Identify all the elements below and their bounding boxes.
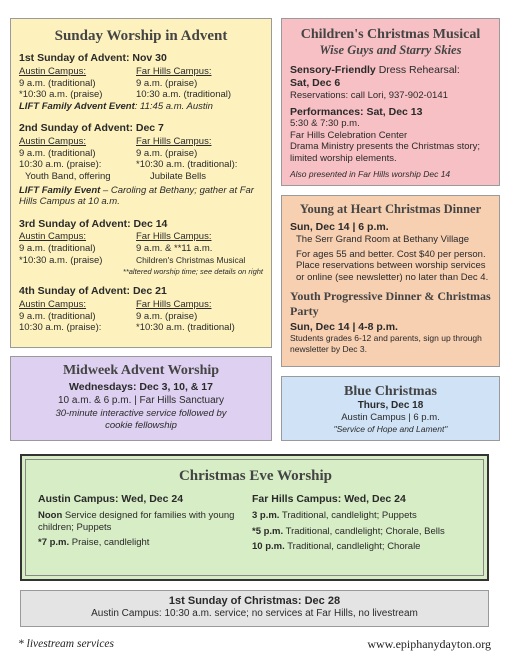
campus-label: Far Hills Campus: [136, 299, 212, 311]
also-presented: Also presented in Far Hills worship Dec 14 [290, 168, 451, 179]
eve-service: 3 p.m. Traditional, candlelight; Puppets [252, 510, 417, 522]
sensory-line: Sensory-Friendly Dress Rehearsal: [290, 64, 460, 77]
service-time: *10:30 a.m. (traditional) [136, 322, 235, 334]
musical-title: Children's Christmas Musical [300, 27, 481, 42]
sunday-worship-box [10, 18, 272, 348]
young-place: The Serr Grand Room at Bethany Village [296, 234, 470, 246]
midweek-times: 10 a.m. & 6 p.m. | Far Hills Sanctuary [58, 394, 224, 406]
blue-quote: "Service of Hope and Lament" [333, 423, 448, 434]
midweek-title: Midweek Advent Worship [62, 363, 220, 378]
week-heading: 3rd Sunday of Advent: Dec 14 [19, 217, 168, 230]
first-sunday-christmas-box [20, 590, 489, 627]
eve-service: 10 p.m. Traditional, candlelight; Chorale [252, 541, 421, 553]
website-link[interactable]: www.epiphanydayton.org [367, 637, 491, 651]
service-time: Jubilate Bells [150, 170, 206, 182]
week-block [19, 52, 263, 112]
christmas-eve-inner [25, 459, 484, 576]
service-time: 10:30 a.m. (praise): [19, 322, 102, 334]
service-time: *10:30 a.m. (praise) [19, 254, 103, 266]
sunday-title: Sunday Worship in Advent [54, 28, 228, 44]
service-time: Children's Christmas Musical [136, 254, 246, 265]
service-time: 10:30 a.m. (praise): [19, 159, 102, 171]
performance-place: Far Hills Celebration Center [290, 129, 408, 141]
week-heading: 1st Sunday of Advent: Nov 30 [19, 52, 167, 65]
service-time: 9 a.m. (praise) [136, 77, 198, 89]
first-christmas-title: 1st Sunday of Christmas: Dec 28 [168, 595, 341, 607]
young-when: Sun, Dec 14 | 6 p.m. [290, 221, 389, 234]
week-heading: 2nd Sunday of Advent: Dec 7 [19, 122, 164, 135]
midweek-days: Wednesdays: Dec 3, 10, & 17 [69, 381, 213, 394]
service-time: 9 a.m. (traditional) [19, 310, 96, 322]
eve-service: *7 p.m. Praise, candlelight [38, 537, 150, 549]
event-note: LIFT Family Event – Caroling at Bethany; gather at Far Hills Campus at 10 a.m. [19, 184, 254, 208]
young-desc: For ages 55 and better. Cost $40 per person. Place reservations between worship services or online (see newsletter) no later than Dec 4. [296, 248, 489, 283]
reservations: Reservations: call Lori, 937-902-0141 [290, 89, 448, 101]
performance-times: 5:30 & 7:30 p.m. [290, 118, 360, 130]
midweek-advent-box [10, 356, 272, 441]
eve-service: *5 p.m. Traditional, candlelight; Chorale, Bells [252, 525, 445, 537]
christmas-musical-box [281, 18, 500, 186]
midweek-desc: 30-minute interactive service followed by cookie fellowship [55, 408, 227, 431]
service-time: 9 a.m. (traditional) [19, 243, 96, 255]
week-heading: 4th Sunday of Advent: Dec 21 [19, 285, 167, 298]
blue-title: Blue Christmas [344, 384, 437, 399]
week-block [19, 122, 263, 207]
youth-when: Sun, Dec 14 | 4-8 p.m. [290, 320, 398, 333]
young-title: Young at Heart Christmas Dinner [299, 202, 482, 216]
service-time: 10:30 a.m. (traditional) [136, 89, 232, 101]
service-time: Youth Band, offering [25, 170, 111, 182]
eve-austin-column [38, 493, 252, 553]
service-time: 9 a.m. (praise) [136, 310, 198, 322]
performance-desc: Drama Ministry presents the Christmas story; limited worship elements. [290, 141, 481, 165]
campus-label: Far Hills Campus: [136, 231, 212, 243]
campus-label: Austin Campus: [19, 231, 87, 243]
eve-title: Christmas Eve Worship [178, 468, 333, 484]
service-time: 9 a.m. (praise) [136, 147, 198, 159]
youth-desc: Students grades 6-12 and parents, sign up through newsletter by Dec 3. [290, 333, 482, 354]
performances-heading: Performances: Sat, Dec 13 [290, 105, 423, 118]
service-time: 9 a.m. (traditional) [19, 147, 96, 159]
campus-label: Austin Campus: [19, 299, 87, 311]
footnote: **altered worship time; see details on right [122, 267, 263, 277]
eve-austin-heading: Austin Campus: Wed, Dec 24 [38, 493, 184, 506]
event-note: LIFT Family Advent Event: 11:45 a.m. Austin [19, 100, 213, 112]
christmas-eve-box [20, 454, 489, 581]
eve-far-hills-column [252, 493, 473, 553]
blue-date: Thurs, Dec 18 [357, 400, 424, 412]
blue-christmas-box [281, 376, 500, 441]
musical-subtitle: Wise Guys and Starry Skies [319, 43, 462, 58]
week-block [19, 285, 263, 334]
livestream-note: * livestream services [18, 638, 115, 650]
service-time: *10:30 a.m. (praise) [19, 89, 103, 101]
campus-label: Austin Campus: [19, 66, 87, 78]
service-time: 9 a.m. (traditional) [19, 77, 96, 89]
campus-label: Austin Campus: [19, 136, 87, 148]
service-time: *10:30 a.m. (traditional): [136, 159, 238, 171]
service-time: 9 a.m. & **11 a.m. [136, 243, 213, 255]
campus-label: Far Hills Campus: [136, 66, 212, 78]
blue-place: Austin Campus | 6 p.m. [341, 412, 440, 424]
sensory-date: Sat, Dec 6 [290, 77, 341, 90]
week-block [19, 218, 263, 277]
first-christmas-desc: Austin Campus: 10:30 a.m. service; no services at Far Hills, no livestream [91, 608, 418, 620]
campus-label: Far Hills Campus: [136, 136, 212, 148]
young-at-heart-box [281, 195, 500, 367]
youth-title: Youth Progressive Dinner & Christmas Party [290, 289, 491, 318]
eve-far-heading: Far Hills Campus: Wed, Dec 24 [252, 493, 406, 506]
eve-service: Noon Service designed for families with young children; Puppets [38, 510, 235, 533]
